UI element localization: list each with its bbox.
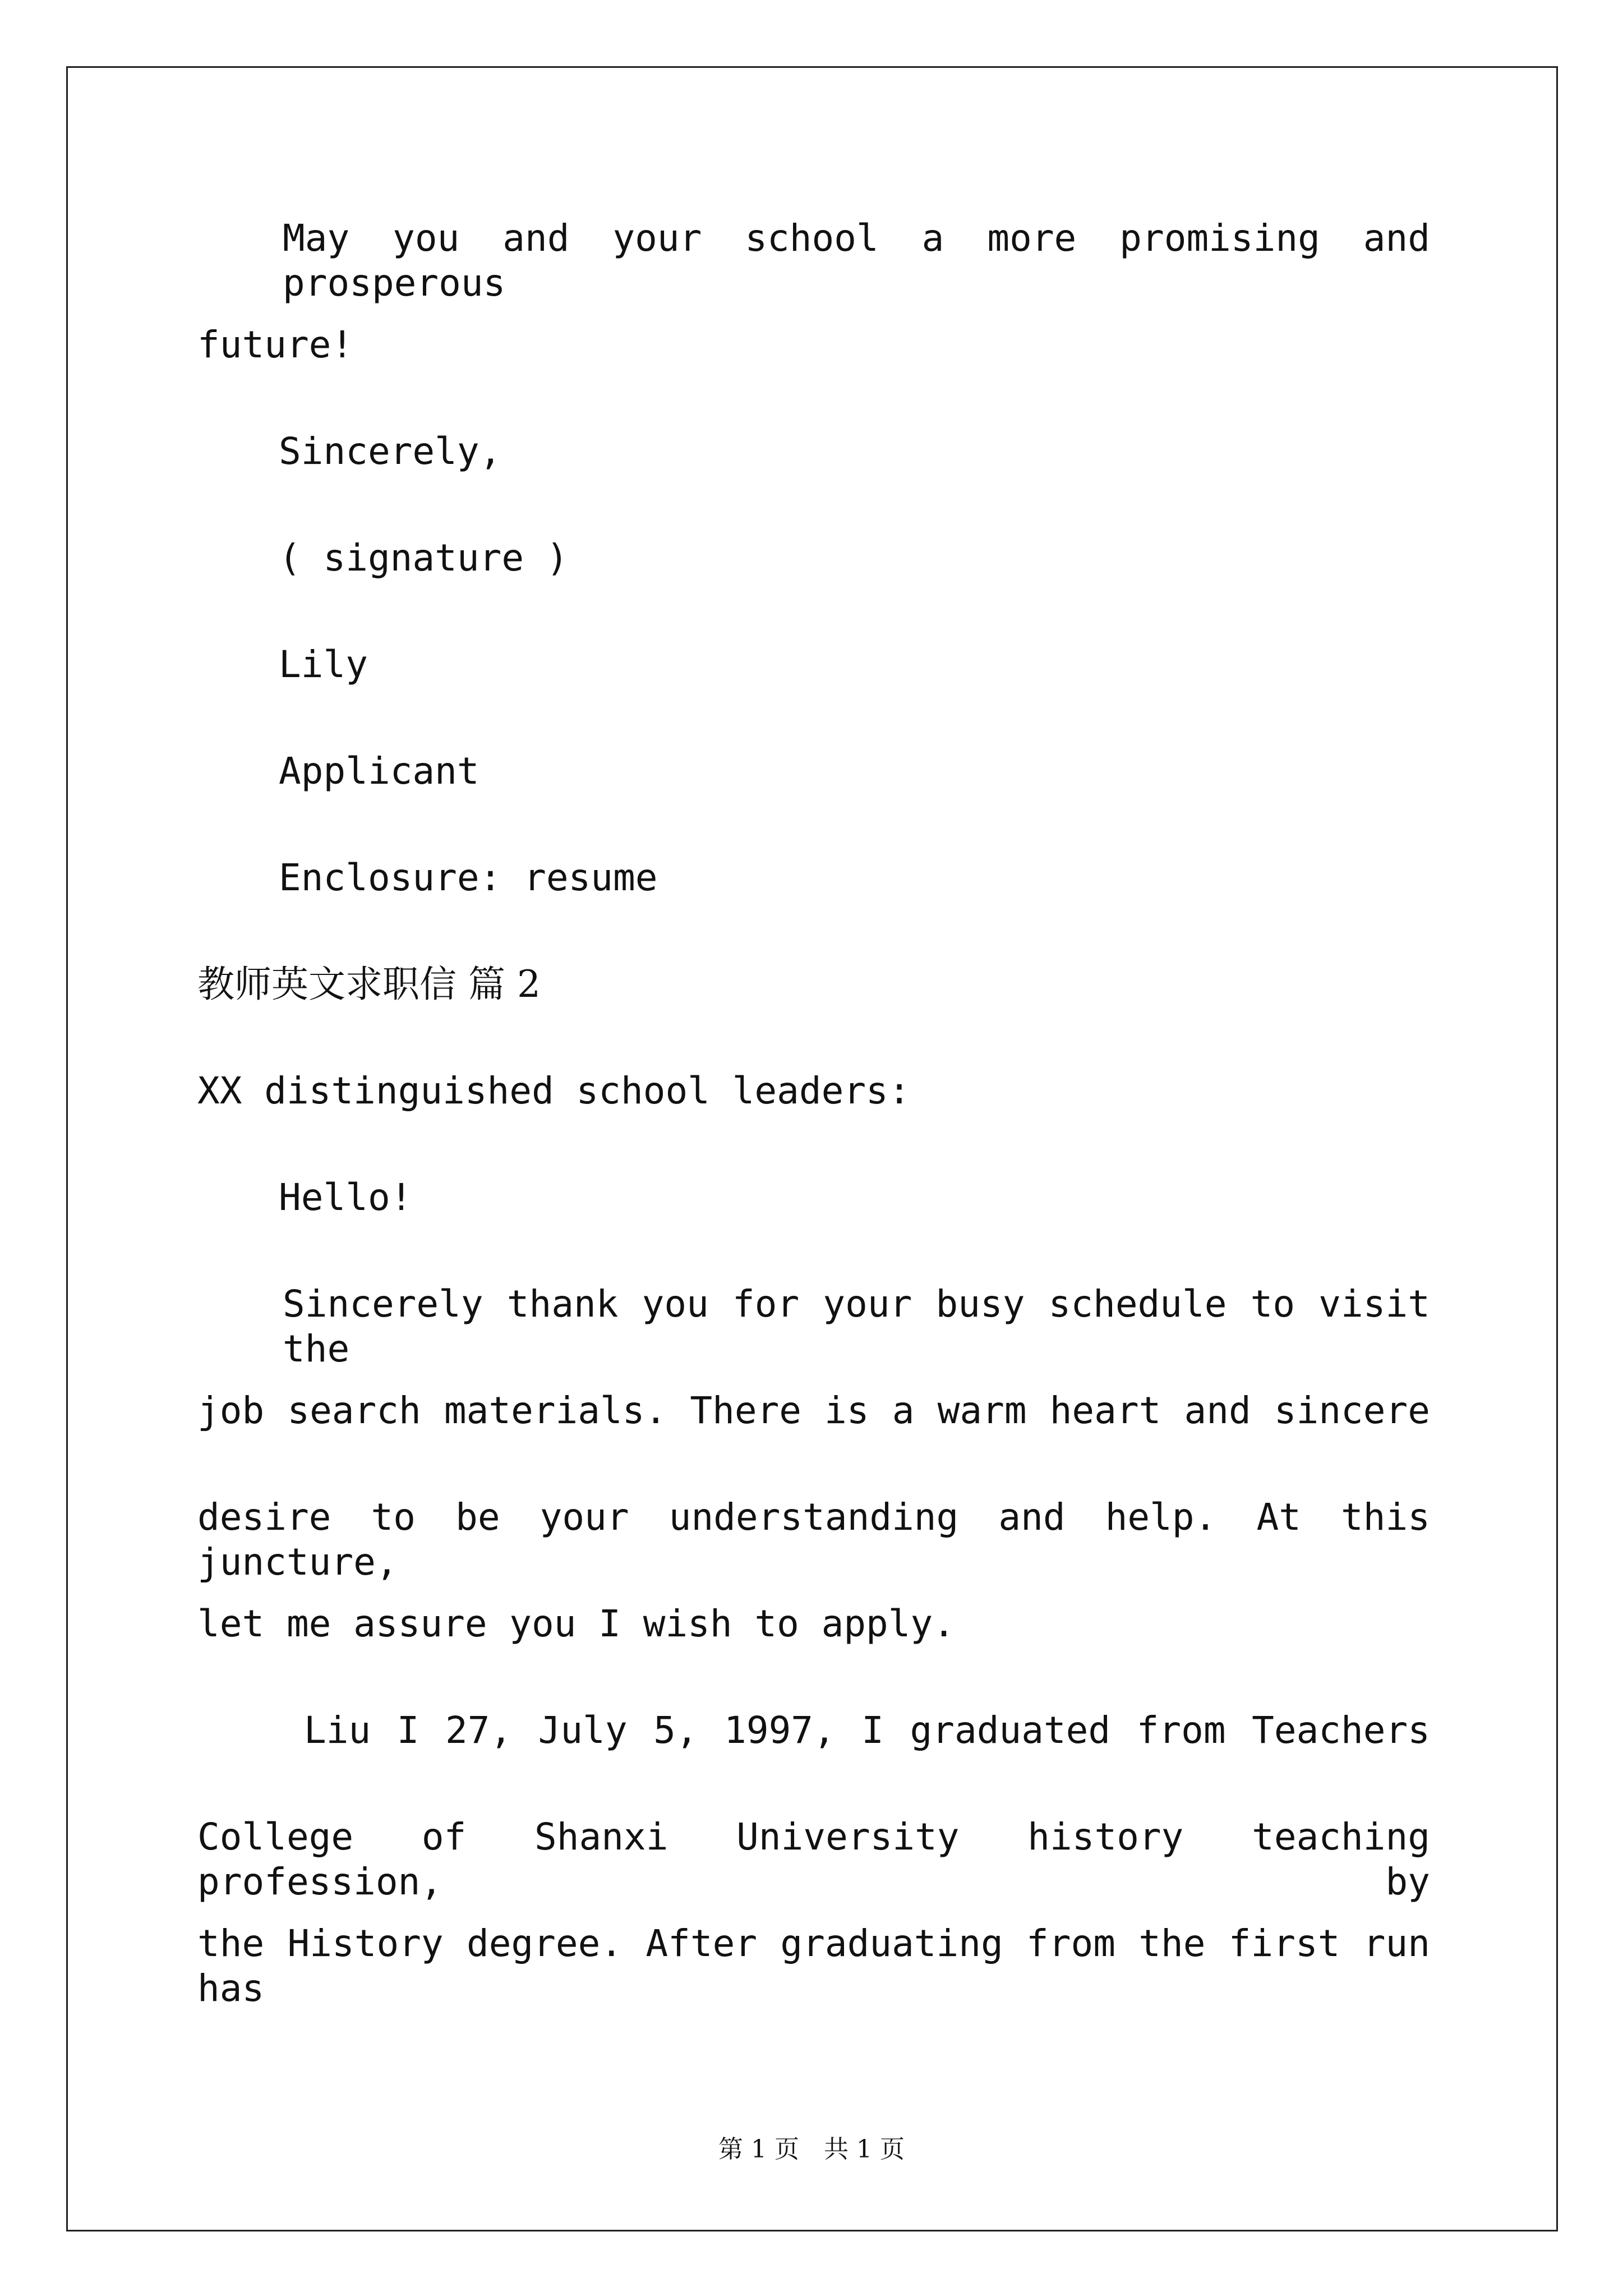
- signer-title: Applicant: [279, 749, 479, 793]
- paragraph-line: job search materials. There is a warm heart and sincere: [197, 1389, 1430, 1432]
- paragraph-line: let me assure you I wish to apply.: [197, 1602, 956, 1645]
- closing-line: Sincerely,: [279, 430, 502, 473]
- paragraph-line: the History degree. After graduating from the first run has: [197, 1922, 1430, 2010]
- greeting: Hello!: [279, 1176, 413, 1219]
- paragraph-line: Liu I 27, July 5, 1997, I graduated from Teachers: [304, 1709, 1430, 1752]
- enclosure-line: Enclosure: resume: [279, 856, 658, 899]
- page-border: [66, 66, 1558, 2231]
- section-heading: 教师英文求职信 篇 2: [197, 963, 541, 1006]
- page-number-footer: 第 1 页 共 1 页: [718, 2135, 905, 2164]
- signature-placeholder: ( signature ): [279, 536, 569, 579]
- paragraph-line: Sincerely thank you for your busy schedule to visit the: [283, 1282, 1430, 1370]
- paragraph-line: College of Shanxi University history teaching profession, by: [197, 1815, 1430, 1903]
- paragraph-line: future!: [197, 323, 354, 366]
- signer-name: Lily: [279, 643, 368, 686]
- paragraph-line: desire to be your understanding and help. At this juncture,: [197, 1496, 1430, 1584]
- paragraph-line: May you and your school a more promising and prosperous: [283, 217, 1430, 305]
- salutation: XX distinguished school leaders:: [197, 1069, 911, 1112]
